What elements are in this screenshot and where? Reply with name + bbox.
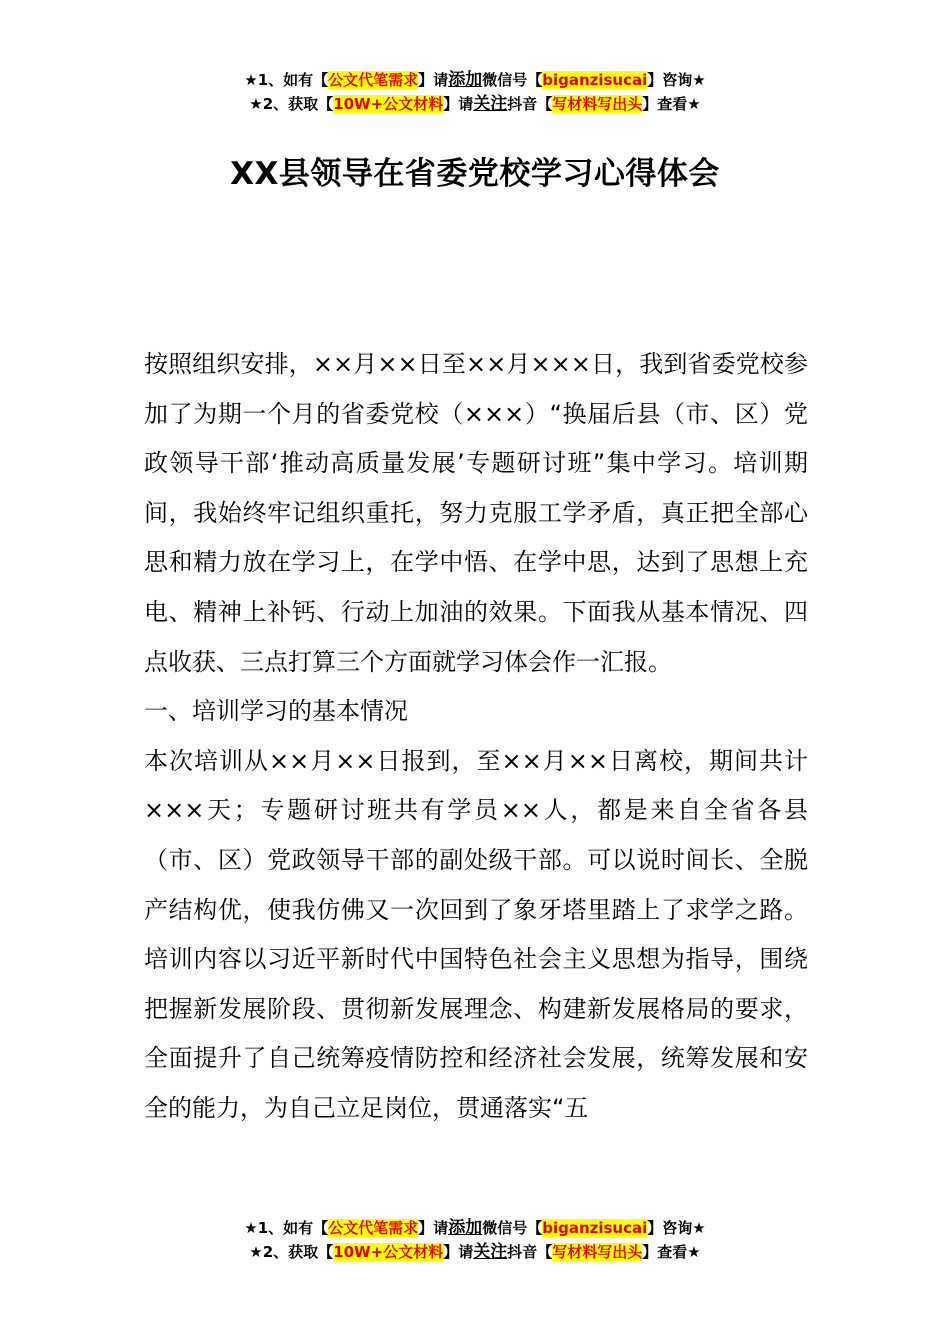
promo-text: 抖音【 [507,1243,553,1261]
promo-highlight: 写材料写出头 [552,1243,643,1261]
promo-text: 】请 [418,1219,449,1237]
promo-text: 】查看★ [642,95,701,113]
promo-line-1 [0,68,950,92]
promo-text: 】请 [418,71,449,89]
promo-highlight: 公文代笔需求 [328,1219,419,1237]
promo-text: ★2、获取【 [249,1243,334,1261]
promo-emphasis: 添加 [448,70,483,90]
promo-text: 】咨询★ [647,1219,706,1237]
document-body [144,340,808,1134]
promo-text: 微信号【 [482,1219,543,1237]
promo-text: ★1、如有【 [244,1219,329,1237]
promo-highlight: biganzisucai [542,71,648,89]
promo-emphasis: 关注 [473,1242,508,1262]
section-heading: 一、培训学习的基本情况 [144,697,408,726]
promo-highlight: 写材料写出头 [552,95,643,113]
promo-text: 抖音【 [507,95,553,113]
promo-highlight: 10W+公文材料 [333,1243,444,1261]
promo-line-1 [0,1216,950,1240]
promo-text: 】咨询★ [647,71,706,89]
promo-text: ★1、如有【 [244,71,329,89]
promo-line-2 [0,92,950,116]
document-title: XX县领导在省委党校学习心得体会 [230,156,720,192]
paragraph-intro: 按照组织安排，××月××日至××月×××日，我到省委党校参加了为期一个月的省委党校（×××）“换届后县（市、区）党政领导干部‘推动高质量发展’专题研讨班”集中学习。培训期间，我始终牢记组织重托，努力克服工学矛盾，真正把全部心思和精力放在学习上，在学中悟、在学中思，达到了思想上充电、精神上补钙、行动上加油的效果。下面我从基本情况、四点收获、三点打算三个方面就学习体会作一汇报。 [144,350,808,676]
promo-text: ★2、获取【 [249,95,334,113]
promo-highlight: 10W+公文材料 [333,95,444,113]
promo-emphasis: 关注 [473,94,508,114]
promo-line-2 [0,1240,950,1264]
promo-text: 】查看★ [642,1243,701,1261]
promo-text: 】请 [443,1243,474,1261]
promo-banner-bottom [0,1216,950,1264]
promo-highlight: biganzisucai [542,1219,648,1237]
paragraph-basic-info: 本次培训从××月××日报到，至××月××日离校，期间共计×××天；专题研讨班共有学员××人，都是来自全省各县（市、区）党政领导干部的副处级干部。可以说时间长、全脱产结构优，使我仿佛又一次回到了象牙塔里踏上了求学之路。培训内容以习近平新时代中国特色社会主义思想为指导，围绕把握新发展阶段、贯彻新发展理念、构建新发展格局的要求，全面提升了自己统筹疫情防控和经济社会发展，统筹发展和安全的能力，为自己立足岗位，贯通落实“五 [144,746,808,1122]
promo-banner-top [0,68,950,116]
promo-highlight: 公文代笔需求 [328,71,419,89]
promo-text: 微信号【 [482,71,543,89]
promo-emphasis: 添加 [448,1218,483,1238]
promo-text: 】请 [443,95,474,113]
